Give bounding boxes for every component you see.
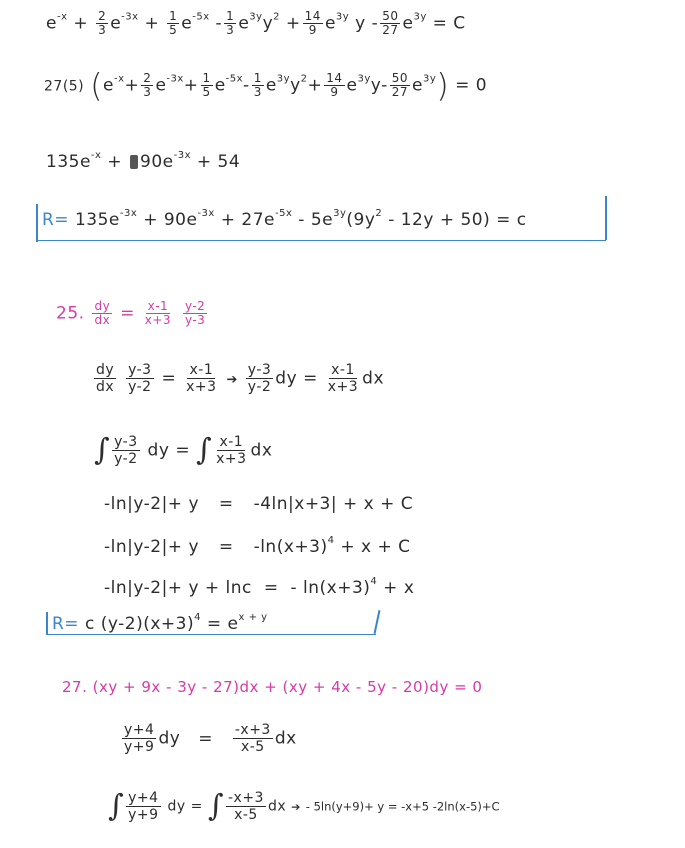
numerator: -x+3 <box>227 790 264 806</box>
denominator: 3 <box>226 23 235 37</box>
equation-line-2 <box>44 66 488 105</box>
numerator: y+4 <box>124 722 155 738</box>
term: y <box>355 13 366 34</box>
lhs: -ln|y-2|+ y + lnc <box>104 578 252 598</box>
exponent: 3y <box>249 11 263 23</box>
exponent: 3y <box>335 11 350 23</box>
term: - 5e <box>298 210 334 230</box>
term: 135e <box>74 210 120 230</box>
equals: = <box>198 728 213 749</box>
term: e <box>411 75 423 96</box>
exponent: 4 <box>194 612 201 623</box>
exponent: 3y <box>276 73 291 85</box>
denominator: x-5 <box>240 739 265 755</box>
denominator: x+3 <box>144 313 172 327</box>
numerator: -x+3 <box>234 722 271 738</box>
fraction <box>122 722 156 755</box>
answer-label: R= <box>42 210 70 230</box>
exponent: -5x <box>225 73 244 85</box>
numerator: 1 <box>253 71 262 85</box>
numerator: y+4 <box>128 790 159 806</box>
fraction <box>183 300 207 327</box>
fraction <box>214 434 248 467</box>
differential: dy <box>167 798 186 815</box>
equation-line-3 <box>46 152 240 172</box>
exponent: 4 <box>327 535 335 546</box>
numerator: x-1 <box>147 299 169 313</box>
problem-25-step-3 <box>104 494 413 514</box>
differential: dx <box>274 728 297 749</box>
denominator: x+3 <box>327 379 359 395</box>
fraction <box>94 362 116 395</box>
denominator: y-2 <box>114 451 138 467</box>
equals: = <box>175 440 191 461</box>
denominator: x-5 <box>234 807 258 823</box>
answer-line-1 <box>42 210 527 230</box>
answer-box-left-edge <box>36 204 38 242</box>
exponent: -x <box>56 11 68 23</box>
numerator: dy <box>96 362 115 378</box>
term: c (y-2)(x+3) <box>84 614 195 634</box>
numerator: 2 <box>143 71 152 85</box>
term: y <box>262 13 274 34</box>
denominator: y+9 <box>128 807 159 823</box>
integral-sign: ∫ <box>94 432 111 468</box>
fraction <box>252 72 264 99</box>
fraction <box>324 72 344 99</box>
denominator: 9 <box>308 23 317 37</box>
problem-25-step-5 <box>104 578 414 598</box>
denominator: 27 <box>382 23 399 37</box>
numerator: y-3 <box>114 434 138 450</box>
integral-sign: ∫ <box>195 432 213 468</box>
rhs: -ln(x+3) <box>253 537 328 557</box>
answer-box-right-edge <box>605 196 607 240</box>
term: e <box>181 13 193 34</box>
exponent: -3x <box>197 208 215 219</box>
operator: + <box>107 152 123 172</box>
rhs: + x <box>383 578 415 598</box>
numerator: 14 <box>304 9 321 23</box>
fraction <box>201 72 213 99</box>
scribble-mark <box>130 155 138 169</box>
term: e <box>346 75 358 96</box>
term: + 54 <box>196 152 241 172</box>
answer-box-right-edge <box>374 610 381 634</box>
term: 135e <box>46 152 91 172</box>
fraction <box>126 790 160 823</box>
integral-sign: ∫ <box>207 788 224 824</box>
operator: + <box>307 75 323 96</box>
numerator: x-1 <box>331 362 355 378</box>
equals: = <box>190 798 203 815</box>
exponent: -5x <box>192 11 210 23</box>
result: - 5ln(y+9)+ y = -x+5 -2ln(x-5)+C <box>305 799 500 814</box>
answer-line-25 <box>52 614 268 634</box>
fraction <box>92 300 112 327</box>
term: e <box>324 13 336 34</box>
term: e <box>402 13 414 34</box>
denominator: 27 <box>391 85 408 99</box>
numerator: dy <box>94 299 111 313</box>
denominator: 5 <box>202 85 211 99</box>
exponent: x + y <box>238 612 268 623</box>
denominator: 9 <box>330 85 339 99</box>
fraction <box>224 10 236 37</box>
rhs: + x + C <box>340 537 411 557</box>
equals: = <box>303 368 318 389</box>
numerator: y-3 <box>128 362 152 378</box>
operator: - <box>215 13 223 34</box>
lhs: -ln|y-2|+ y <box>104 537 200 557</box>
equals: = <box>218 494 234 514</box>
fraction <box>233 722 273 755</box>
equation: (xy + 9x - 3y - 27)dx + (xy + 4x - 5y - 20)dy = 0 <box>92 678 483 696</box>
term: e <box>227 614 239 634</box>
term: + 90e <box>143 210 198 230</box>
differential: dy <box>158 728 181 749</box>
numerator: 1 <box>169 9 178 23</box>
operator: + <box>73 13 89 34</box>
fraction <box>167 10 179 37</box>
equation-line-1 <box>46 10 466 37</box>
term: + 27e <box>220 210 275 230</box>
arrow-icon: ➔ <box>226 372 238 388</box>
denominator: y+9 <box>124 739 155 755</box>
problem-25-step-4 <box>104 537 411 557</box>
term: (9y <box>346 210 376 230</box>
differential: dx <box>267 798 287 815</box>
integral-sign: ∫ <box>108 788 125 824</box>
equals: = <box>206 614 222 634</box>
denominator: 3 <box>143 85 152 99</box>
numerator: y-2 <box>184 299 206 313</box>
exponent: 2 <box>300 73 308 85</box>
problem-27-statement <box>62 678 482 696</box>
exponent: -3x <box>119 208 138 219</box>
operator: + <box>144 13 160 34</box>
problem-27-step-2 <box>108 790 500 823</box>
equals-zero: = 0 <box>455 75 488 96</box>
fraction <box>380 10 400 37</box>
fraction <box>246 362 274 395</box>
rhs: - ln(x+3) <box>290 578 371 598</box>
exponent: -x <box>114 73 125 85</box>
exponent: -x <box>90 150 102 161</box>
equals: = <box>263 578 279 598</box>
fraction <box>184 362 218 395</box>
problem-25-statement <box>56 300 209 327</box>
problem-27-step-1 <box>120 722 297 755</box>
numerator: y-3 <box>247 362 272 378</box>
fraction <box>96 10 108 37</box>
exponent: 4 <box>370 576 378 587</box>
equals-constant: = C <box>432 13 466 34</box>
term: 90e <box>140 152 174 172</box>
differential: dx <box>250 440 273 461</box>
numerator: 50 <box>382 9 399 23</box>
numerator: 2 <box>98 9 107 23</box>
differential: dx <box>362 368 385 389</box>
term: e <box>110 13 122 34</box>
denominator: x+3 <box>186 379 217 395</box>
differential: dy <box>147 440 170 461</box>
numerator: x-1 <box>219 434 244 450</box>
exponent: 3y <box>422 73 437 85</box>
numerator: 50 <box>391 71 408 85</box>
term: e <box>46 13 57 34</box>
fraction <box>141 72 153 99</box>
fraction <box>112 434 140 467</box>
term: e <box>155 75 167 96</box>
operator: - <box>243 75 250 96</box>
term: y <box>290 75 301 96</box>
exponent: 3y <box>357 73 371 85</box>
answer-box-bottom <box>36 238 606 241</box>
answer-box-left-edge <box>46 612 48 634</box>
term: - 12y + 50) = c <box>388 210 527 230</box>
denominator: y-3 <box>184 313 206 327</box>
numerator: 1 <box>202 71 211 85</box>
open-paren: ( <box>90 66 104 105</box>
fraction <box>143 300 173 327</box>
denominator: y-2 <box>247 379 272 395</box>
arrow-icon: ➔ <box>291 800 301 814</box>
rhs: -4ln|x+3| + x + C <box>253 494 414 514</box>
equals: = <box>218 537 234 557</box>
operator: - <box>371 13 379 34</box>
fraction <box>390 72 410 99</box>
problem-25-step-1 <box>92 362 384 395</box>
denominator: x+3 <box>216 451 247 467</box>
exponent: 3y <box>413 11 427 23</box>
numerator: x-1 <box>189 362 214 378</box>
equals: = <box>120 303 135 324</box>
exponent: 3y <box>333 208 347 219</box>
numerator: 14 <box>326 71 343 85</box>
close-paren: ) <box>436 66 450 105</box>
operator: - <box>381 75 388 96</box>
term: e <box>214 75 226 96</box>
fraction <box>126 362 154 395</box>
fraction <box>326 362 360 395</box>
multiplier: 27(5) <box>44 78 85 95</box>
denominator: 5 <box>169 23 178 37</box>
fraction <box>226 790 266 823</box>
denominator: y-2 <box>128 379 152 395</box>
denominator: 3 <box>98 23 107 37</box>
fraction <box>303 10 323 37</box>
problem-25-step-2 <box>94 434 272 467</box>
term: e <box>238 13 250 34</box>
denominator: dx <box>96 379 115 395</box>
numerator: 1 <box>226 9 235 23</box>
equals: = <box>161 368 177 389</box>
term: e <box>103 75 115 96</box>
exponent: -5x <box>274 208 293 219</box>
operator: + <box>285 13 301 34</box>
term: e <box>265 75 277 96</box>
exponent: -3x <box>121 11 139 23</box>
problem-number: 25. <box>56 303 85 324</box>
lhs: -ln|y-2|+ y <box>104 494 200 514</box>
exponent: 2 <box>273 11 280 23</box>
operator: + <box>124 75 140 96</box>
exponent: -3x <box>166 73 184 85</box>
answer-label: R= <box>52 614 80 634</box>
problem-number: 27. <box>62 678 88 696</box>
denominator: 3 <box>253 85 262 99</box>
exponent: -3x <box>173 150 191 161</box>
exponent: 2 <box>375 208 383 219</box>
term: y <box>370 75 382 96</box>
operator: + <box>183 75 199 96</box>
differential: dy <box>275 368 298 389</box>
denominator: dx <box>94 313 111 327</box>
